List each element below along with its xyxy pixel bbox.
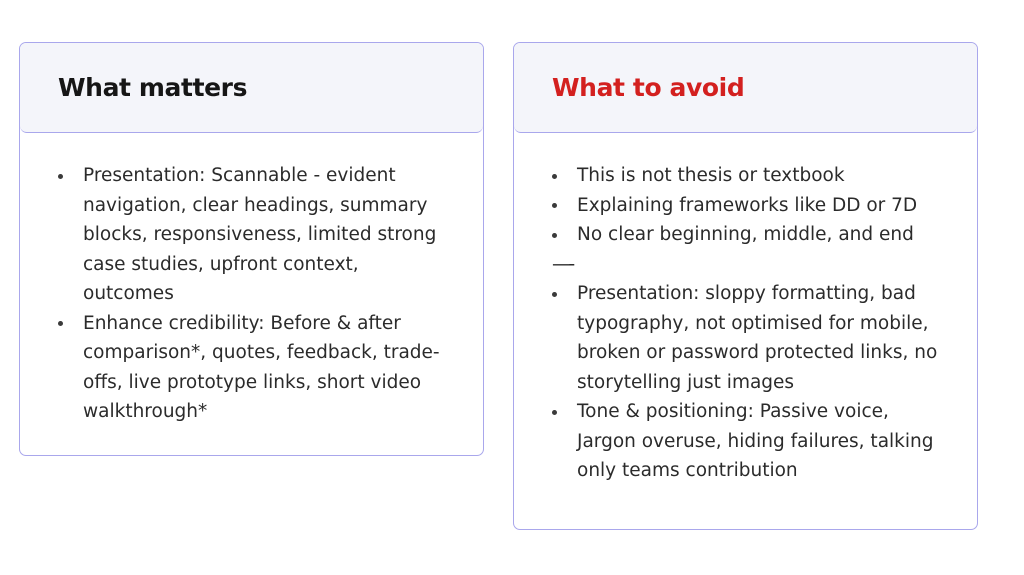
bullet-icon	[552, 410, 557, 415]
list-item	[552, 161, 949, 191]
bullet-icon	[58, 174, 63, 179]
list-item-text: Presentation: Scannable - evident navigation, clear headings, summary blocks, responsiveness, limited strong case studies, upfront context, outcomes	[83, 165, 437, 304]
what-matters-card	[19, 42, 484, 456]
list-item	[552, 220, 949, 250]
bullet-icon	[58, 321, 63, 326]
what-to-avoid-card	[513, 42, 978, 530]
list-item-text: No clear beginning, middle, and end	[577, 224, 914, 245]
list-item-text: Presentation: sloppy formatting, bad typography, not optimised for mobile, broken or password protected links, no storytelling just images	[577, 283, 938, 393]
list-item-text: Tone & positioning: Passive voice, Jargon overuse, hiding failures, talking only teams contribution	[577, 401, 934, 481]
what-to-avoid-title: What to avoid	[552, 73, 745, 102]
bullet-icon	[552, 292, 557, 297]
bullet-icon	[552, 233, 557, 238]
what-matters-title: What matters	[58, 73, 248, 102]
list-item	[552, 279, 949, 397]
what-matters-list	[58, 161, 455, 427]
bullet-icon	[552, 203, 557, 208]
list-item	[58, 161, 455, 309]
list-item-text: This is not thesis or textbook	[577, 165, 845, 186]
list-item	[552, 191, 949, 221]
separator-text: —-	[552, 253, 574, 275]
list-item	[58, 309, 455, 427]
what-to-avoid-list-bottom	[552, 279, 949, 486]
list-item	[552, 397, 949, 486]
what-matters-header	[20, 43, 483, 133]
list-item-text: Enhance credibility: Before & after comparison*, quotes, feedback, trade-offs, live prototype links, short video walkthrough*	[83, 312, 440, 422]
what-to-avoid-header	[514, 43, 977, 133]
what-matters-body	[20, 133, 483, 427]
what-to-avoid-list-top	[552, 161, 949, 250]
bullet-icon	[552, 174, 557, 179]
list-item-text: Explaining frameworks like DD or 7D	[577, 194, 918, 216]
what-to-avoid-body	[514, 133, 977, 486]
